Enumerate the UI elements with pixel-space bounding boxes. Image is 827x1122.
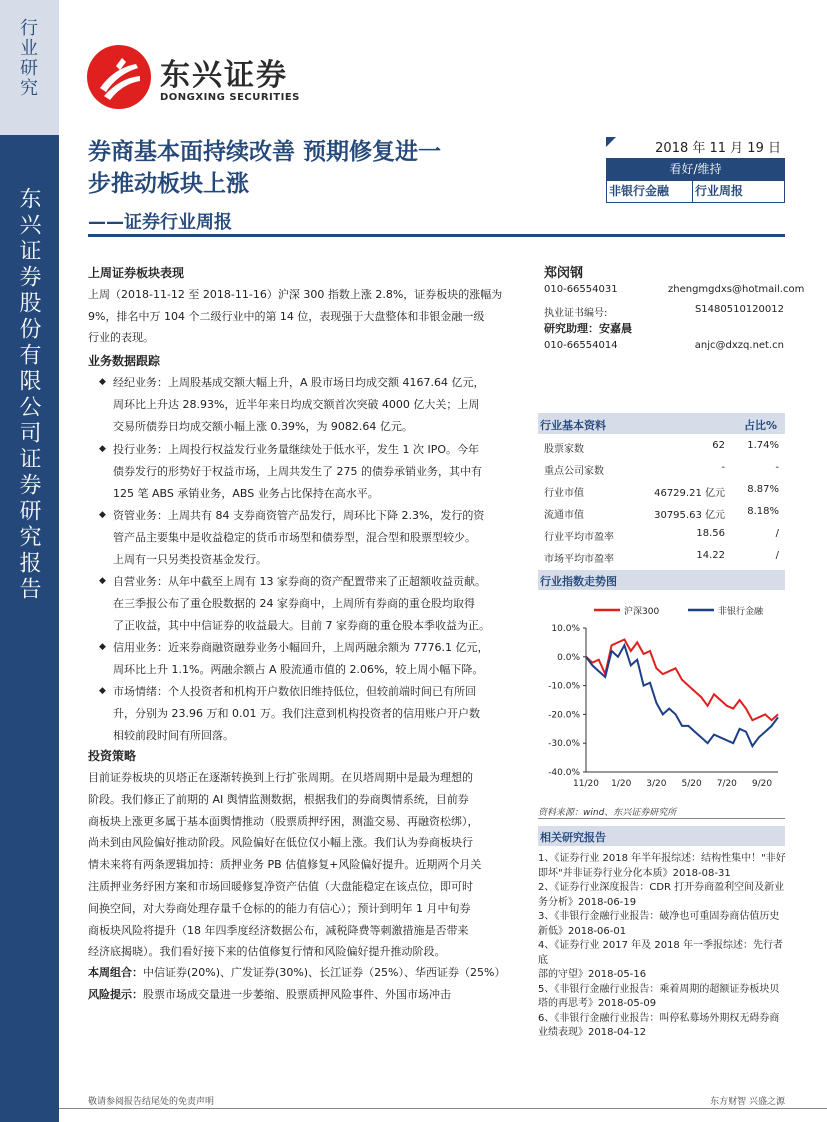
performance-paragraph (88, 284, 528, 349)
y-tick-label: 10.0% (551, 624, 580, 634)
report-title-line2: 步推动板块上涨 (88, 171, 249, 197)
company-logo-icon (86, 44, 152, 110)
table-cell: 股票家数 (544, 444, 584, 455)
text-line: 注质押业务纾困方案和市场回暖修复净资产估值（大盘能稳定在该点位，即可时 (88, 879, 473, 893)
cert-label: 执业证书编号: (544, 308, 608, 319)
rating-badge: 看好/维持 (606, 159, 785, 180)
bullet-icon: ◆ (99, 377, 106, 387)
text-line: 上周有一只另类投资基金发行。 (113, 552, 267, 566)
text-line: 周环比上升达 28.93%，近半年来日均成交额首次突破 4000 亿大关；上周 (113, 397, 480, 411)
related-item[interactable]: 务分析》2018-06-19 (538, 896, 637, 908)
section-title-business: 业务数据跟踪 (88, 354, 161, 368)
text-line: 阶段。我们修正了前期的 AI 舆情监测数据，根据我们的券商舆情系统，目前券 (88, 792, 469, 806)
report-subtitle: ——证券行业周报 (88, 212, 232, 233)
related-item[interactable]: 即坏"并非证券行业分化本质》2018-08-31 (538, 867, 731, 879)
related-item[interactable]: 3、《非银行金融行业报告：破净也可重固券商估值历史 (538, 911, 780, 922)
report-title-line1: 券商基本面持续改善 预期修复进一 (88, 139, 442, 165)
y-tick-label: -30.0% (548, 739, 580, 750)
table-header-title: 行业基本资料 (540, 419, 606, 432)
sidebar-top (0, 0, 59, 135)
x-tick-label: 9/20 (751, 779, 773, 789)
legend-label: 沪深300 (624, 607, 660, 617)
table-cell: 1.74% (747, 440, 779, 451)
industry-table-header (538, 413, 785, 434)
table-cell: 62 (712, 440, 725, 451)
text-line: 经济底揭晓）。我们看好接下来的估值修复行情和风险偏好提升推动阶段。 (88, 945, 446, 959)
category-tag-industry: 非银行金融 (606, 180, 693, 203)
text-line: 9%，排名中万 104 个二级行业中的第 14 位，表现强于大盘整体和非银金融一级 (88, 309, 485, 323)
text-line: 间换空间，对大券商处理存量千仓标的的能力有信心）；预计到明年 1 月中旬券 (88, 901, 471, 915)
text-line: 市场情绪：个人投资者和机构开户数依旧维持低位，但较前端时间已有所回 (113, 685, 476, 698)
analyst-phone: 010-66554031 (544, 284, 618, 295)
table-cell: - (775, 462, 779, 473)
text-line: 行业的表现。 (88, 331, 154, 344)
text-line: 情未来将有两条逻辑加持：质押业务 PB 估值修复+风险偏好提升。近期两个月关 (88, 858, 482, 872)
bullet-icon: ◆ (99, 576, 106, 586)
text-line: 债券发行的形势好于权益市场，上周共发生了 275 的债券承销业务，其中有 (113, 464, 482, 478)
footer-disclaimer: 敬请参阅报告结尾处的免责声明 (88, 1097, 215, 1107)
series-line-nonbank (586, 645, 778, 746)
table-cell: 14.22 (696, 550, 725, 561)
related-item[interactable]: 4、《证券行业 2017 年及 2018 年一季报综述：先行者底 (538, 940, 783, 966)
table-cell: 重点公司家数 (544, 466, 604, 477)
section-title-strategy: 投资策略 (88, 749, 137, 763)
chart-divider (538, 818, 785, 819)
risk-line (88, 984, 533, 1006)
table-cell: / (775, 550, 779, 561)
table-row (538, 458, 785, 480)
bullet-proprietary (99, 571, 553, 636)
risk-text: 股票市场成交量进一步萎缩、股票质押风险事件、外国市场冲击 (143, 988, 451, 1001)
sidebar-bottom-label: 东兴证券股份有限公司证券研究报告 (16, 187, 41, 603)
table-row (538, 436, 785, 458)
category-tag-type: 行业周报 (693, 180, 785, 203)
table-cell: 8.18% (747, 506, 779, 517)
bullet-icon: ◆ (99, 642, 106, 652)
x-tick-label: 11/20 (573, 779, 599, 789)
table-row (538, 502, 785, 524)
related-item[interactable]: 1、《证券行业 2018 年半年报综述：结构性集中！"非好 (538, 853, 786, 864)
text-line: 管产品主要集中是收益稳定的货币市场型和债券型，混合型和股票型较少。 (113, 530, 476, 544)
sidebar-bottom (0, 135, 59, 1122)
x-tick-label: 5/20 (681, 779, 702, 789)
bullet-credit (99, 637, 553, 681)
text-line: 了正收益，其中中信证券的收益最大。目前 7 家券商的重仓股本季收益为正。 (113, 618, 490, 632)
assistant-email: anjc@dxzq.net.cn (694, 340, 784, 351)
text-line: 信用业务：近来券商融资融券业务小幅回升，上周两融余额为 7776.1 亿元， (113, 641, 489, 654)
related-item[interactable]: 新低》2018-06-01 (538, 925, 627, 937)
related-item[interactable]: 塔的再思考》2018-05-09 (538, 998, 657, 1009)
text-line: 商板块上涨更多属于基本面舆情推动（股票质押纾困，测滥交易、再融资松绑）， (88, 814, 479, 828)
analyst-email: zhengmgdxs@hotmail.com (668, 284, 805, 295)
logo-chinese-name: 东兴证券 (160, 58, 288, 93)
bullet-investment-banking (99, 439, 553, 504)
sidebar-top-label: 行业研究 (17, 18, 38, 98)
text-line: 商板块风险将提升（18 年四季度经济数据公布，减税降费等刺激措施是否带来 (88, 923, 469, 937)
corner-mark-icon (606, 137, 616, 147)
text-line: 上周（2018-11-12 至 2018-11-16）沪深 300 指数上涨 2.8%，证券板块的涨幅为 (88, 288, 503, 301)
text-line: 自营业务：从年中截至上周有 13 家券商的资产配置带来了正超额收益贡献。 (113, 575, 486, 588)
related-item[interactable]: 6、《非银行金融行业报告：叫停私募场外期权无碍券商 (538, 1012, 780, 1024)
related-list (538, 852, 788, 1041)
y-tick-label: 0.0% (557, 652, 580, 663)
text-line: 周环比上升 1.1%。两融余额占 A 股流通市值的 2.06%，较上周小幅下降。 (113, 662, 484, 676)
table-cell: / (775, 528, 779, 539)
chart-source: 资料来源：wind、东兴证券研究所 (538, 808, 677, 818)
x-tick-label: 1/20 (611, 779, 632, 789)
chart-title-bar (538, 570, 785, 590)
text-line: 在三季报公布了重仓股数据的 24 家券商中，上周所有券商的重仓股均取得 (113, 596, 475, 610)
text-line: 升，分别为 23.96 万和 0.01 万。我们注意到机构投资者的信用账户开户数 (113, 706, 480, 720)
table-row (538, 524, 785, 546)
footer-rule (59, 1108, 827, 1109)
series-line-hs300 (586, 640, 778, 721)
footer-slogan: 东方财智 兴盛之源 (710, 1097, 785, 1107)
section-title-performance: 上周证券板块表现 (88, 266, 185, 280)
title-rule (88, 234, 785, 237)
assistant-name: 研究助理：安嘉晨 (544, 322, 632, 335)
y-tick-label: -20.0% (548, 710, 580, 721)
text-line: 目前证券板块的贝塔正在逐渐转换到上行扩张周期。在贝塔周期中是最为理想的 (88, 771, 473, 784)
table-row (538, 480, 785, 502)
industry-index-chart (538, 596, 785, 796)
table-row (538, 546, 785, 568)
portfolio-label: 本周组合： (88, 966, 143, 979)
text-line: 资管业务：上周共有 84 支券商资管产品发行，周环比下降 2.3%，发行的资 (113, 509, 485, 522)
report-date: 2018 年 11 月 19 日 (655, 141, 781, 156)
related-item[interactable]: 5、《非银行金融行业报告：乘着周期的超额证券板块贝 (538, 983, 780, 995)
table-cell: 18.56 (696, 528, 725, 539)
cert-number: S1480510120012 (694, 304, 784, 315)
bullet-icon: ◆ (99, 510, 106, 520)
portfolio-text: 中信证券(20%)、广发证券(30%)、长江证券（25%）、华西证券（25%） (143, 966, 506, 979)
related-title-bar (538, 826, 785, 846)
text-line: 125 笔 ABS 承销业务，ABS 业务占比保持在高水平。 (113, 486, 379, 500)
bullet-icon: ◆ (99, 686, 106, 696)
bullet-icon: ◆ (99, 444, 106, 454)
strategy-paragraph (88, 767, 528, 963)
bullet-brokerage (99, 372, 553, 437)
portfolio-line (88, 962, 533, 984)
text-line: 相较前段时间有所回落。 (113, 728, 234, 742)
related-item[interactable]: 部的守望》2018-05-16 (538, 969, 647, 980)
table-cell: - (721, 462, 725, 473)
y-tick-label: -10.0% (548, 681, 580, 692)
logo-english-name: DONGXING SECURITIES (160, 92, 300, 103)
text-line: 交易所债券日均成交额小幅上涨 0.39%，为 9082.64 亿元。 (113, 419, 413, 433)
x-tick-label: 3/20 (646, 779, 667, 789)
bullet-asset-management (99, 505, 553, 570)
risk-label: 风险提示： (88, 988, 143, 1001)
table-cell: 46729.21 亿元 (654, 488, 725, 499)
table-cell: 流通市值 (544, 510, 584, 521)
text-line: 投行业务：上周投行权益发行业务量继续处于低水平，发生 1 次 IPO。今年 (113, 443, 480, 456)
table-cell: 8.87% (747, 484, 779, 495)
text-line: 尚未到由风险偏好推动阶段。风险偏好在低位仅小幅上涨。我们认为券商板块行 (88, 836, 473, 850)
table-cell: 行业市值 (544, 488, 584, 499)
bullet-sentiment (99, 681, 553, 746)
related-title: 相关研究报告 (540, 831, 606, 844)
related-item[interactable]: 业绩表现》2018-04-12 (538, 1027, 647, 1038)
x-tick-label: 7/20 (716, 779, 737, 789)
chart-title: 行业指数走势图 (540, 575, 617, 588)
legend-label: 非银行金融 (718, 607, 764, 617)
assistant-phone: 010-66554014 (544, 340, 618, 351)
y-tick-label: -40.0% (548, 768, 580, 778)
table-header-share: 占比% (743, 419, 777, 432)
text-line: 经纪业务：上周股基成交额大幅上升，A 股市场日均成交额 4167.64 亿元， (113, 376, 485, 389)
table-cell: 30795.63 亿元 (654, 510, 725, 521)
report-meta-box (606, 137, 785, 205)
table-cell: 行业平均市盈率 (544, 532, 614, 543)
analyst-name: 郑闵钢 (544, 266, 584, 281)
report-title (88, 136, 568, 200)
related-item[interactable]: 2、《证券行业深度报告：CDR 打开券商盈利空间及新业 (538, 882, 785, 893)
table-cell: 市场平均市盈率 (544, 554, 614, 565)
